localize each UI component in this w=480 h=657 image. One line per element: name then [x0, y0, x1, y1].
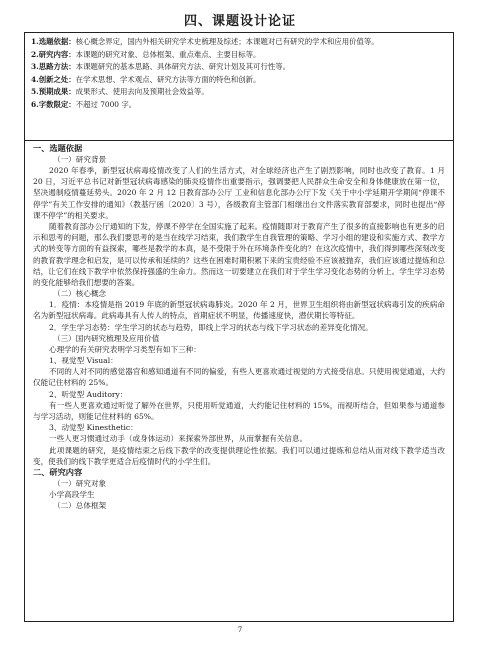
form-table — [24, 32, 454, 622]
paragraph: 不同的人对不同的感觉器官和感知通道有不同的偏爱，有些人更喜欢通过视觉的方式接受信息。只使用视觉通道，大约仅能记住材料的 25%。 — [33, 367, 445, 388]
paragraph: 2．学生学习态势：学生学习的状态与趋势，即线上学习的状态与线下学习状态的差异变化情况。 — [49, 322, 373, 332]
requirement-item: 5.预期成果：成果形式、使用去向及预期社会效益等。 — [31, 87, 209, 97]
subsection-heading: （二）总体框架 — [53, 501, 107, 511]
body-content — [25, 143, 453, 511]
paragraph: 随着教育部办公厅通知的下发，停课不停学在全国实施了起来。疫情随即对于教育产生了很多的直接影响也有更多的启示和思考的问题，那么我们要思考的是当在线学习结束，我们教学生自我管理的策略、学习小组的建设和实施方式、教学方式的转变等方面的有益探索，哪些是教学的本真，是不受限于外在环境条件变化的？在这次疫情中，我们得到哪些深刻改变的教育教学理念和启发，是可以传承和延续的？这些在困难时期积累下来的宝贵经验不应该被抛弃，我们应该通过提炼和总结，让它们在线下教学中依然保持强盛的生命力。然而这一切要建立在我们对于学生学习变化态势的分析上。学生学习态势的变化能够给我们想要的答案。 — [33, 222, 445, 288]
page-number: 7 — [237, 626, 243, 634]
section-heading: 二、研究内容 — [33, 467, 83, 478]
subsection-heading: （三）国内研究梳理及应用价值 — [53, 333, 160, 343]
paragraph: 一些人更习惯通过动手（或身体运动）来探索外部世界，从而掌握有关信息。 — [49, 434, 308, 444]
paragraph-title: 1、视觉型 Visual： — [49, 356, 118, 366]
paragraph: 有一些人更喜欢通过听觉了解外在世界，只使用听觉通道，大约能记住材料的 15%，而视听结合，但如果参与通道参与学习活动，则能记住材料的 65%。 — [33, 400, 445, 422]
paragraph-title: 2、听觉型 Auditory： — [49, 389, 128, 399]
paragraph: 此项课题的研究，是疫情结束之后线下教学的改变提供理论性依据。我们可以通过提炼和总结从而对线下教学适当改变，使我们的线下教学更适合后疫情时代的小学生们。 — [33, 445, 445, 466]
subsection-heading: （一）研究背景 — [53, 155, 107, 164]
page-title: 四、课题设计论证 — [183, 14, 296, 29]
paragraph: 心理学的有关研究表明学习类型有如下三种： — [49, 344, 201, 354]
requirement-item: 1.选题依据：核心概念界定，国内外相关研究学术史梳理及综述；本课题对已有研究的学术和应用价值等。 — [31, 37, 379, 46]
requirement-item: 4.创新之处：在学术思想、学术观点、研究方法等方面的特色和创新。 — [31, 74, 261, 84]
paragraph: 1．疫情：本疫情是指 2019 年底的新型冠状病毒肺炎。2020 年 2 月，世界卫生组织将由新型冠状病毒引发的疾病命名为新型冠状病毒。此病毒具有人传人的特点，首期症状不明显，传播速度快，潜伏期长等特征。 — [33, 300, 445, 321]
paragraph-title: 3、动觉型 Kinesthetic： — [49, 423, 138, 433]
subsection-heading: （一）研究对象 — [53, 479, 107, 489]
requirement-item: 6.字数限定：不超过 7000 字。 — [31, 99, 137, 109]
requirement-item: 3.思路方法：本课题研究的基本思路、具体研究方法、研究计划及其可行性等。 — [31, 62, 291, 72]
requirement-item: 2.研究内容：本课题的研究对象、总体框架、重点难点、主要目标等。 — [31, 49, 261, 59]
section-heading: 一、选题依据 — [33, 143, 83, 153]
subsection-heading: （二）核心概念 — [53, 289, 107, 299]
paragraph: 小学高段学生 — [49, 490, 95, 500]
requirements-box — [25, 33, 453, 141]
paragraph: 2020 年春季，新型冠状病毒疫情改变了人们的生活方式，对全球经济也产生了剧烈影响，同时也改变了教育。1 月 20 日，习近平总书记对新型冠状病毒感染的肺炎疫情作出重要指示，强调要把人民群众生命安全和身体健康放在第一位，坚决遏制疫情蔓延势头。2020 年 2 月 12 日教育部办公厅 工业和信息化部办公厅下发《关于中小学延期开学期间“停课不停学”有关工作安排的通知》（教基厅函〔2020〕3 号），各级教育主管部门相继出台文件落实教育部要求，同时也提出“停课不停学”的相关要求。 — [33, 166, 445, 220]
